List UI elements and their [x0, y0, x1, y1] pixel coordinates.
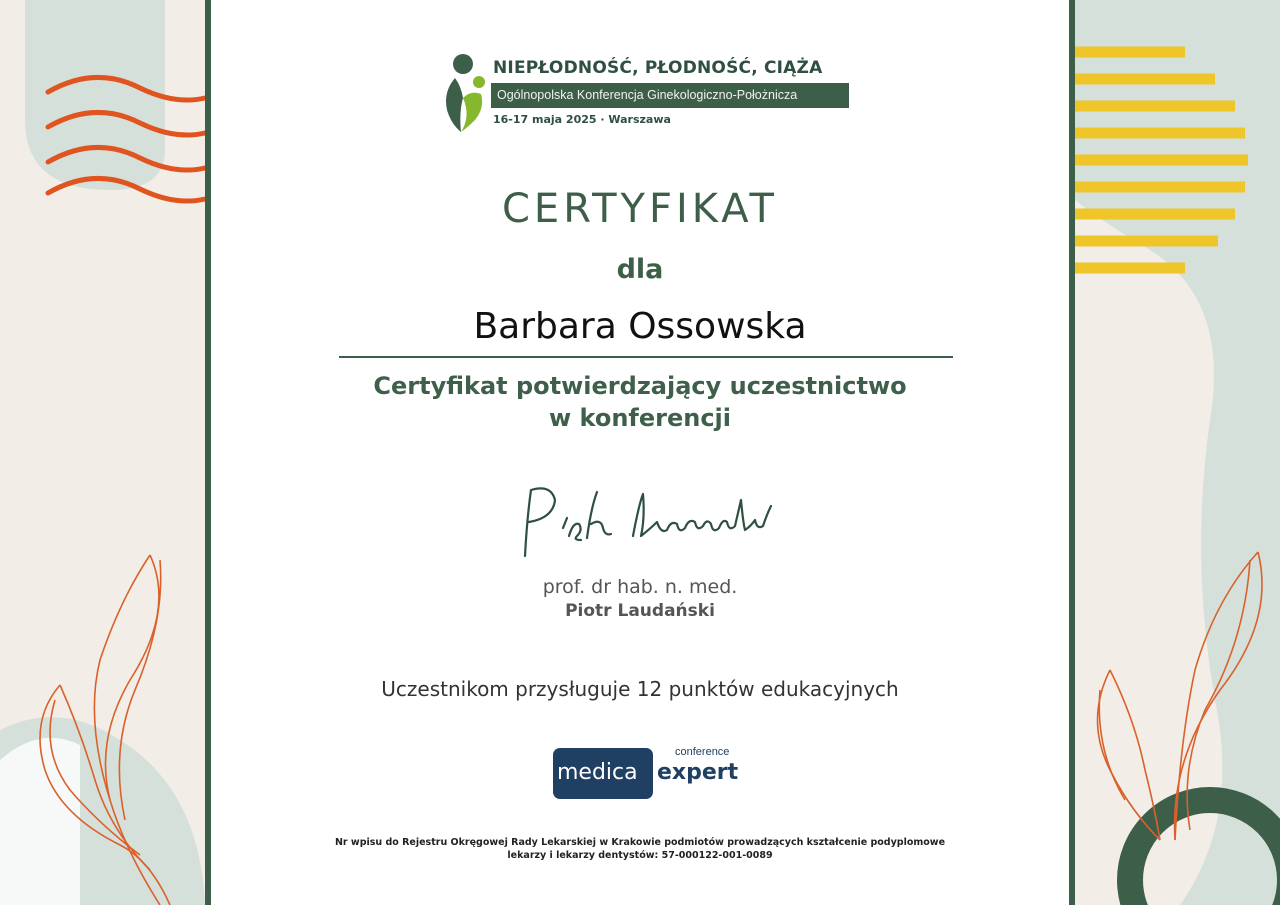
- mother-child-icon: [441, 52, 493, 134]
- signer-title: prof. dr hab. n. med.: [542, 576, 738, 598]
- conference-logo: [441, 52, 861, 134]
- certificate-for-label: dla: [616, 254, 664, 285]
- signer-name: Piotr Laudański: [565, 601, 715, 621]
- registry-line-2: lekarzy i lekarzy dentystów: 57-000122-001-0089: [507, 850, 773, 861]
- conference-title: NIEPŁODNOŚĆ, PŁODNOŚĆ, CIĄŻA: [493, 58, 823, 78]
- conference-subtitle: Ogólnopolska Konferencja Ginekologiczno-Położnicza: [491, 83, 849, 108]
- recipient-name: Barbara Ossowska: [473, 306, 807, 347]
- name-underline: [339, 356, 953, 358]
- expert-word: expert: [657, 760, 739, 785]
- registry-line-1: Nr wpisu do Rejestru Okręgowej Rady Lekarskiej w Krakowie podmiotów prowadzących kształcenie podyplomowe: [334, 837, 946, 848]
- medica-word: medica: [557, 760, 638, 785]
- purpose-line-2: w konferencji: [548, 404, 731, 432]
- certificate-purpose: [211, 370, 1069, 434]
- conference-date: 16-17 maja 2025 · Warszawa: [493, 113, 671, 126]
- medica-expert-logo: [553, 746, 743, 802]
- registry-note: [211, 836, 1069, 862]
- certificate-title: CERTYFIKAT: [502, 186, 778, 232]
- education-points: Uczestnikom przysługuje 12 punktów edukacyjnych: [381, 677, 899, 701]
- certificate-paper: [205, 0, 1075, 905]
- conference-tagline: conference: [675, 746, 730, 758]
- signature-image: [511, 478, 781, 563]
- purpose-line-1: Certyfikat potwierdzający uczestnictwo: [373, 372, 907, 400]
